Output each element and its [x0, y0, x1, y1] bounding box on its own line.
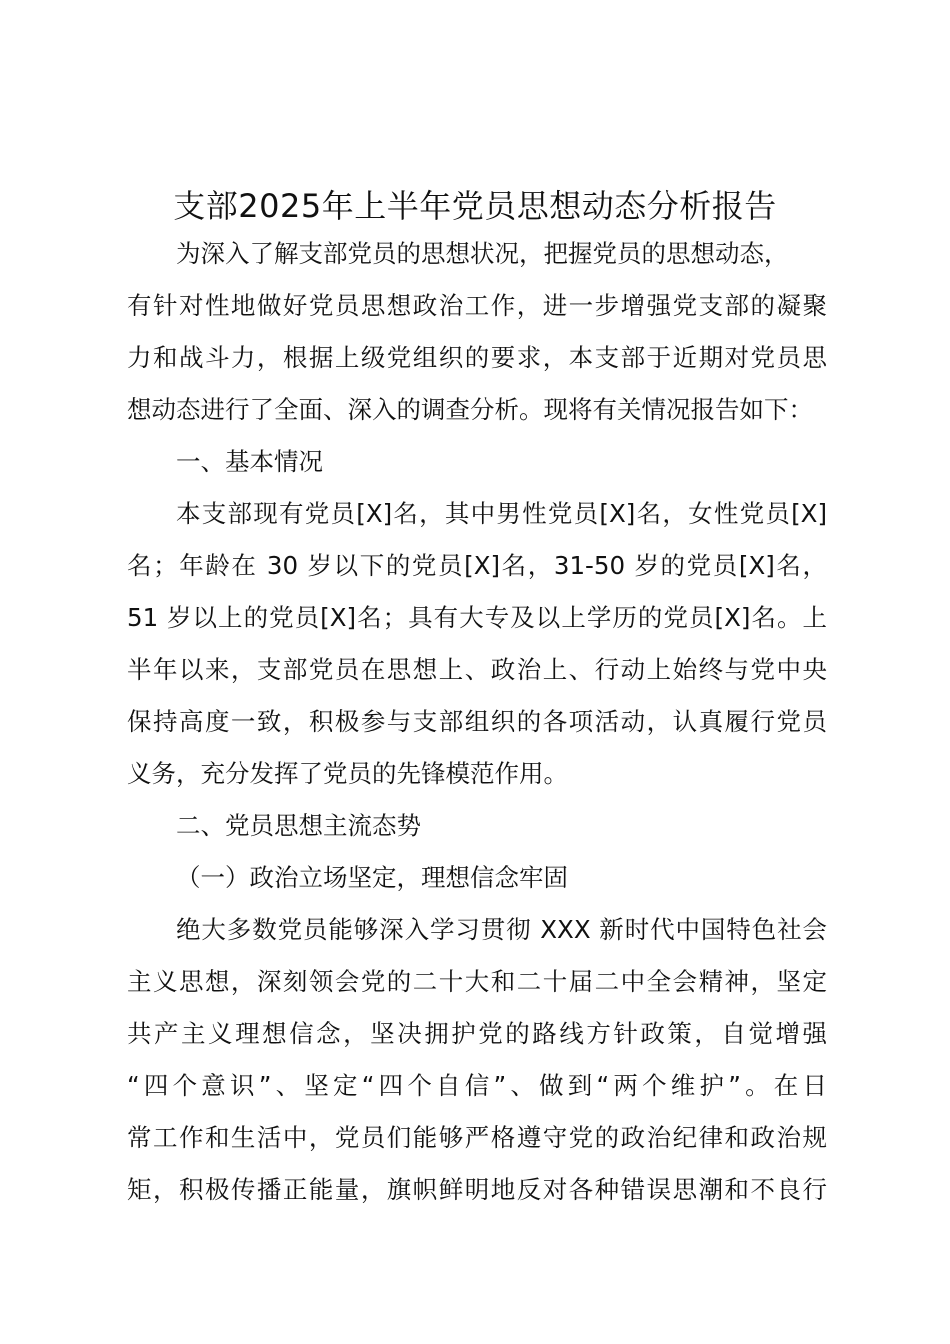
paragraph-intro-line-3: 力和战斗力，根据上级党组织的要求，本支部于近期对党员思 [127, 343, 827, 372]
paragraph-basic-line-5: 保持高度一致，积极参与支部组织的各项活动，认真履行党员 [127, 707, 827, 736]
paragraph-political-line-2: 主义思想，深刻领会党的二十大和二十届二中全会精神，坚定 [127, 967, 827, 996]
document-title: 支部2025年上半年党员思想动态分析报告 [173, 187, 777, 225]
document-body [127, 228, 827, 1216]
paragraph-basic-line-6: 义务，充分发挥了党员的先锋模范作用。 [127, 759, 568, 788]
paragraph-intro-line-4: 想动态进行了全面、深入的调查分析。现将有关情况报告如下： [127, 395, 813, 424]
paragraph-basic-line-1: 本支部现有党员[X]名，其中男性党员[X]名，女性党员[X] [176, 499, 827, 528]
paragraph-political-line-5: 常工作和生活中，党员们能够严格遵守党的政治纪律和政治规 [127, 1123, 827, 1152]
paragraph-political-line-6: 矩，积极传播正能量，旗帜鲜明地反对各种错误思潮和不良行 [127, 1175, 827, 1204]
subsection-heading-political-stance: （一）政治立场坚定，理想信念牢固 [176, 863, 568, 892]
section-heading-basic-situation: 一、基本情况 [176, 447, 323, 476]
paragraph-intro-line-2: 有针对性地做好党员思想政治工作，进一步增强党支部的凝聚 [127, 291, 827, 320]
paragraph-political-line-3: 共产主义理想信念，坚决拥护党的路线方针政策，自觉增强 [127, 1019, 827, 1048]
paragraph-basic-line-2: 名；年龄在 30 岁以下的党员[X]名，31-50 岁的党员[X]名， [127, 551, 827, 580]
paragraph-political-line-4: “四个意识”、坚定“四个自信”、做到“两个维护”。在日 [127, 1071, 827, 1100]
paragraph-basic-line-3: 51 岁以上的党员[X]名；具有大专及以上学历的党员[X]名。上 [127, 603, 827, 632]
paragraph-basic-line-4: 半年以来，支部党员在思想上、政治上、行动上始终与党中央 [127, 655, 827, 684]
paragraph-intro-line-1: 为深入了解支部党员的思想状况，把握党员的思想动态， [176, 239, 789, 268]
section-heading-mainstream-trend: 二、党员思想主流态势 [176, 811, 421, 840]
paragraph-political-line-1: 绝大多数党员能够深入学习贯彻 XXX 新时代中国特色社会 [176, 915, 827, 944]
